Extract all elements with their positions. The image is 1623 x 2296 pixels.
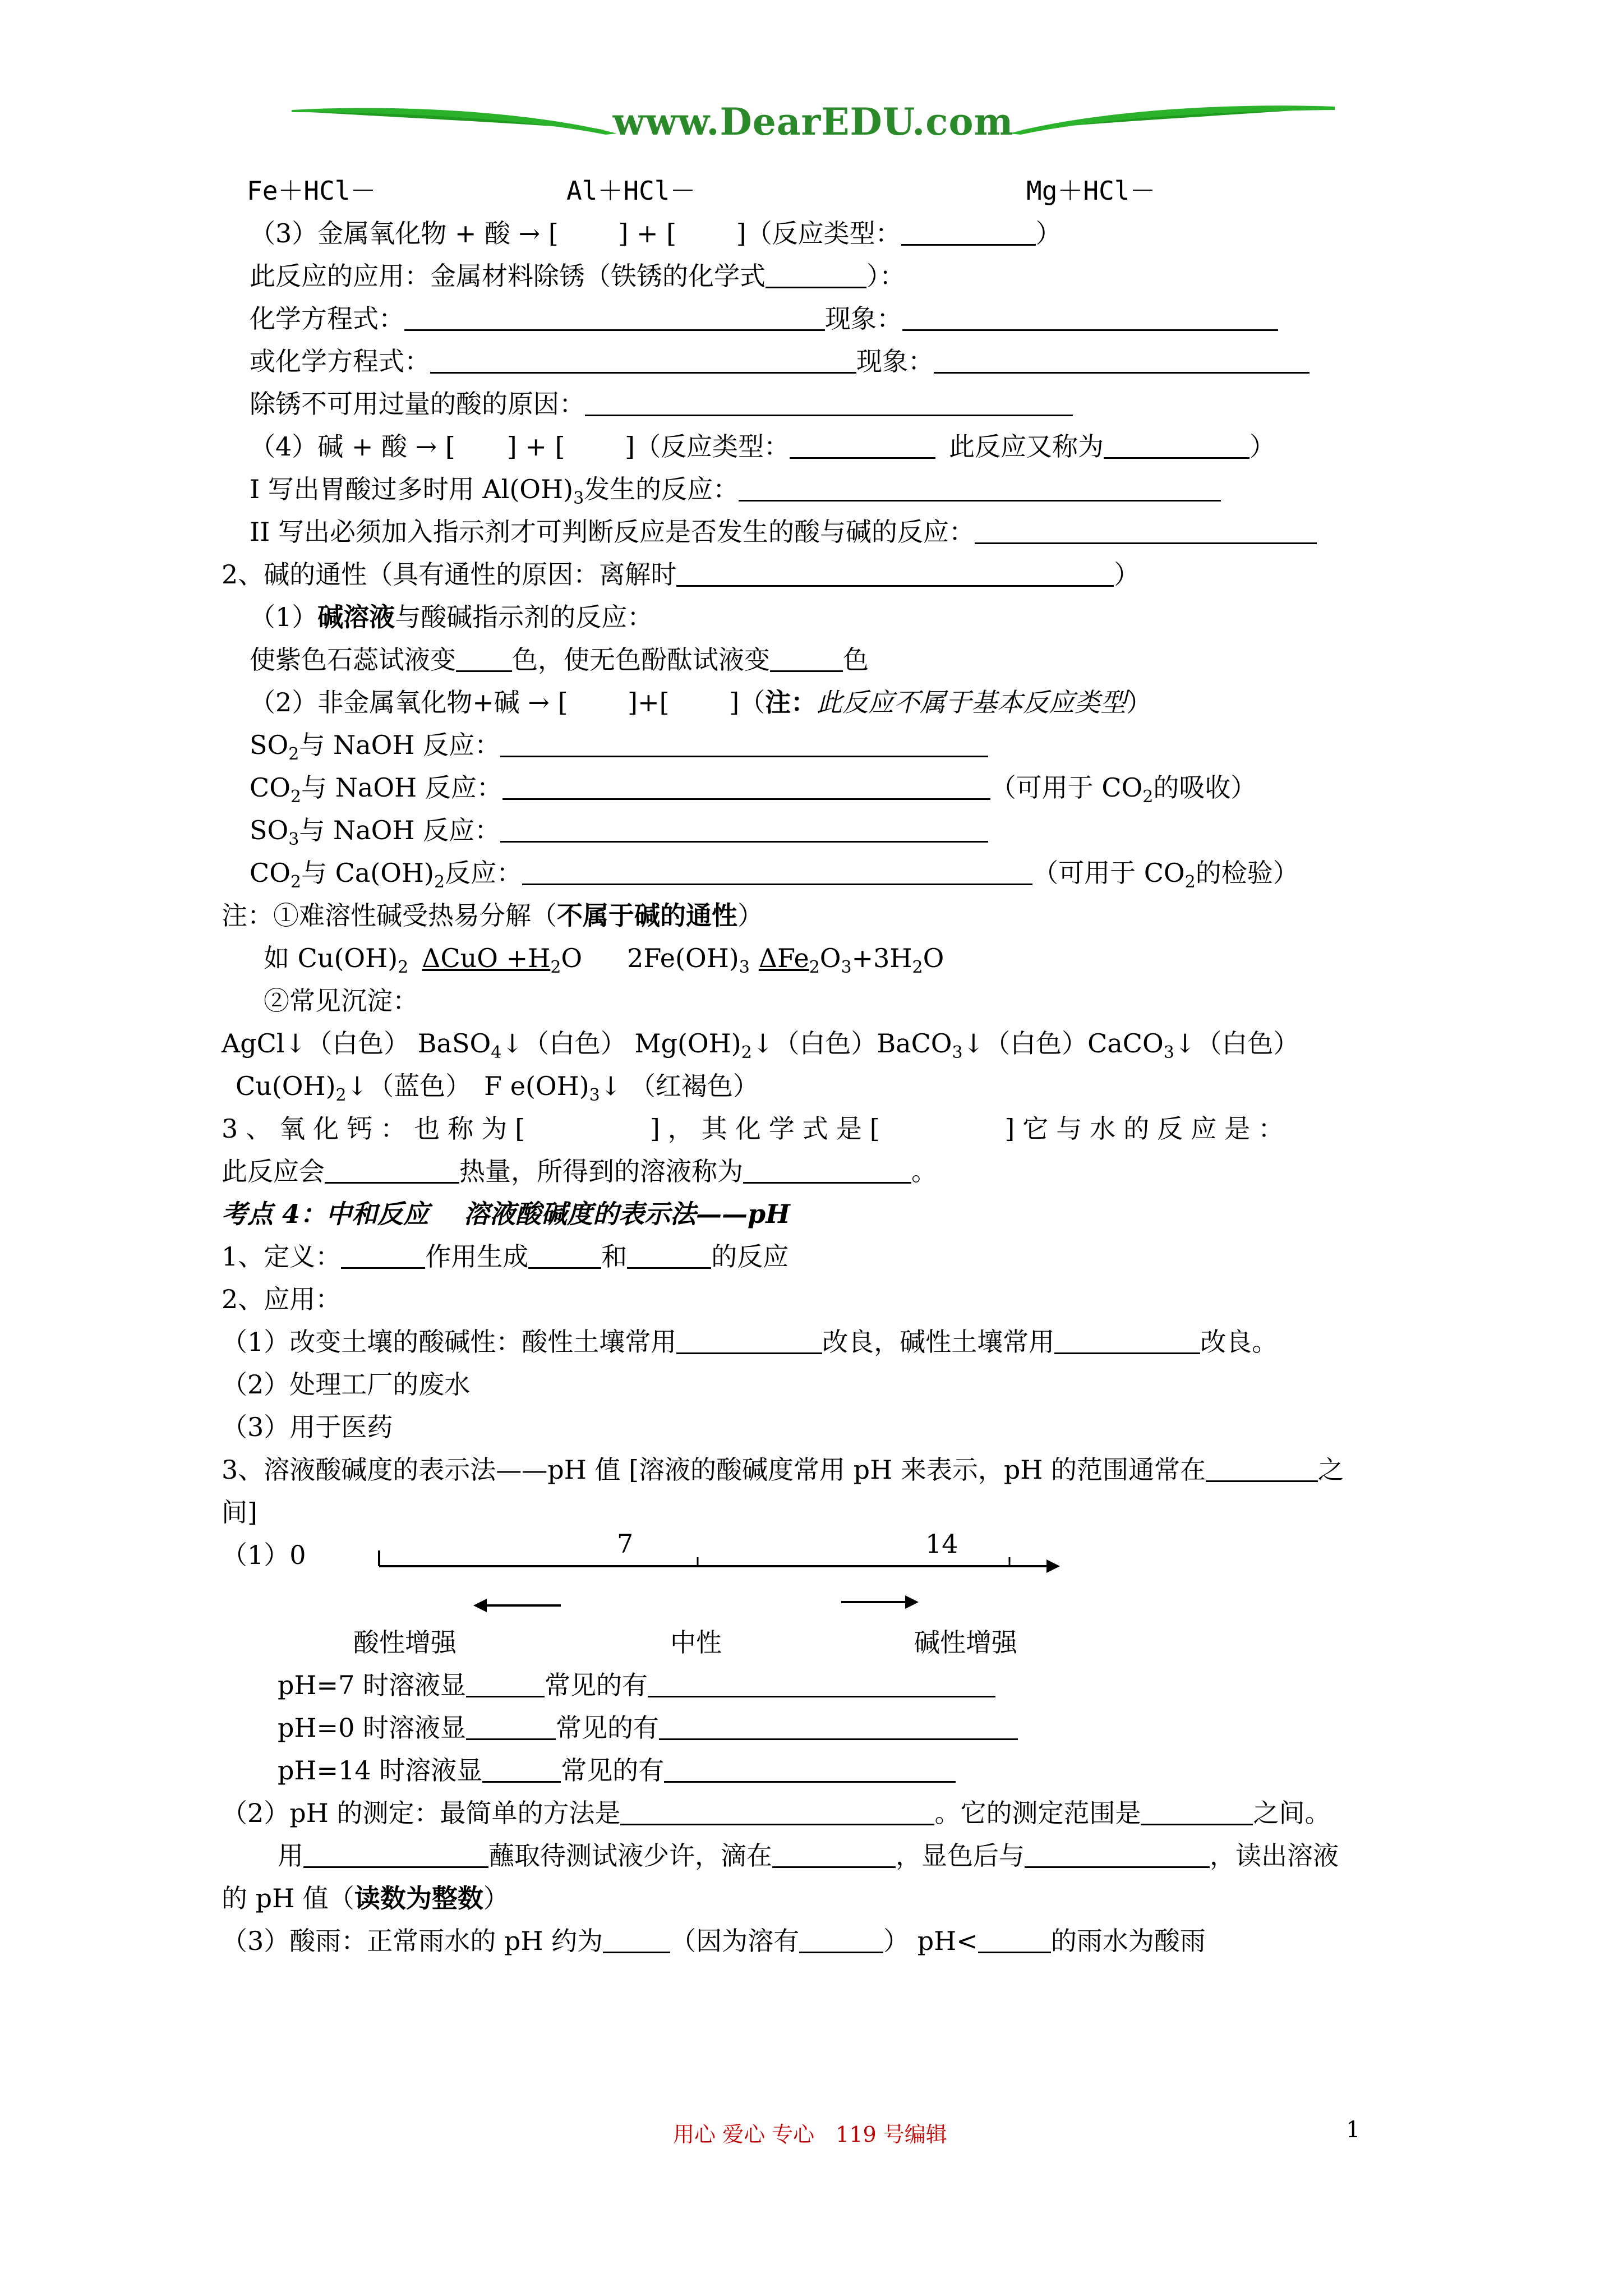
section-title-neutralization: 考点 4：中和反应 溶液酸碱度的表示法——pH [222,1199,790,1229]
blank-ph14-state[interactable] [482,1755,561,1783]
text-ph-procedure: 用 蘸取待测试液少许，滴在 ，显色后与 ，读出溶液 [278,1841,1339,1871]
text-so3-naoh: $SO_3$与 NaOH 反应： [250,813,988,847]
blank-acid-rain-ph[interactable] [978,1926,1051,1953]
blank-acid-soil[interactable] [676,1327,822,1354]
text-ph-measurement: （2）pH 的测定：最简单的方法是 。它的测定范围是 之间。 [222,1798,1331,1828]
blank-tool[interactable] [303,1841,488,1868]
blank-basic-soil[interactable] [1054,1327,1200,1354]
blank-heat[interactable] [325,1156,459,1184]
text-stomach-acid: I 写出胃酸过多时用 $Al(OH)_3$发生的反应： [250,472,1221,506]
text-excess-acid-reason: 除锈不可用过量的酸的原因： [250,387,1073,421]
blank-drop-on[interactable] [772,1841,896,1868]
blank-ph-range[interactable] [1206,1455,1318,1482]
text-co2-caoh2: $CO_2$与 $Ca(OH)_2$反应： （可用于 $CO_2$的检验） [250,858,1299,892]
text-so2-naoh: $SO_2$与 NaOH 反应： [250,728,988,762]
blank-so2-naoh[interactable] [500,730,988,757]
text-nonmetal-oxide-base: （2）非金属氧化物+碱 → [ ]+[ ]（注：此反应不属于基本反应类型） [250,687,1152,717]
scale-label-14: 14 [925,1529,958,1559]
blank-solution-name[interactable] [743,1156,911,1184]
blank-reaction-type-1[interactable] [901,218,1036,246]
site-logo-text: www.DearEDU.com [612,100,1014,144]
blank-def-1[interactable] [341,1241,425,1269]
blank-def-2[interactable] [528,1241,601,1269]
text-ph-definition: 3、溶液酸碱度的表示法——pH 值 [溶液的酸碱度常用 pH 来表示，pH 的范围通常在 之 [222,1455,1344,1485]
blank-reaction-type-2[interactable] [790,431,935,459]
text-colored-precipitates: $Cu(OH)_2↓$（蓝色） F $e(OH)_3↓$ （红褐色） [236,1071,759,1105]
text-al-hcl: Al＋HCl－ [566,176,696,206]
label-acidity-increase: 酸性增强 [353,1627,457,1658]
label-neutral: 中性 [670,1627,722,1658]
blank-equation-1[interactable] [404,303,825,331]
text-litmus-phenolphthalein: 使紫色石蕊试液变 色，使无色酚酞试液变 色 [250,645,869,675]
text-definition: 1、定义： 作用生成 和 的反应 [222,1241,789,1272]
site-header [292,95,1335,157]
blank-rust-formula[interactable] [766,261,866,288]
text-mg-hcl: Mg＋HCl－ [1026,176,1156,206]
scale-label-7: 7 [617,1529,634,1559]
text-scale-zero: （1）0 [222,1540,306,1570]
blank-equation-2[interactable] [430,346,856,374]
text-fe-hcl: Fe＋HCl－ [247,176,376,206]
blank-ph-method[interactable] [620,1798,934,1825]
text-base-acid: （4）碱 + 酸 → [ ] + [ ]（反应类型： 此反应又称为 ） [250,431,1276,462]
page-number: 1 [1346,2117,1361,2143]
blank-ph0-examples[interactable] [659,1713,1018,1740]
text-base-indicator: （1）碱溶液与酸碱指示剂的反应： [250,602,653,632]
ph-scale-axis-icon [376,1531,1071,1627]
text-chem-equation-2: 或化学方程式： 现象： [250,344,1310,378]
text-acid-rain: （3）酸雨：正常雨水的 pH 约为 （因为溶有 ） pH< 的雨水为酸雨 [222,1926,1206,1956]
text-ph-definition-cont: 间] [222,1497,257,1527]
text-chem-equation-1: 化学方程式： 现象： [250,302,1278,335]
text-soil-improvement: （1）改变土壤的酸碱性：酸性土壤常用 改良，碱性土壤常用 改良。 [222,1327,1278,1357]
blank-ph7-examples[interactable] [648,1670,995,1697]
text-base-properties: 2、碱的通性（具有通性的原因：离解时 ） [222,559,1140,590]
blank-compare-with[interactable] [1025,1841,1210,1868]
blank-phenomenon-1[interactable] [902,303,1278,331]
text-heat-release: 此反应会 热量，所得到的溶液称为 。 [222,1156,937,1186]
text-ph14: pH=14 时溶液显 常见的有 [278,1754,956,1787]
text-ph-reading: 的 pH 值（读数为整数） [222,1883,509,1913]
text-decomposition-examples: 如 $Cu(OH)_2$ $\Delta CuO +H_2O$ $2Fe(OH)_3$ $\Delta Fe_2O_3+3H_2O$ [264,943,944,977]
blank-def-3[interactable] [627,1241,711,1269]
blank-litmus-color[interactable] [456,645,512,672]
blank-indicator-reaction[interactable] [975,517,1317,544]
blank-dissociation[interactable] [676,559,1114,587]
text-medicine: （3）用于医药 [222,1412,393,1442]
text-co2-naoh: $CO_2$与 NaOH 反应： （可用于 $CO_2$的吸收） [250,772,1257,807]
text-calcium-oxide: 3、氧化钙：也称为[ ]，其化学式是[ ]它与水的反应是： [222,1114,1292,1144]
blank-co2-naoh[interactable] [502,772,990,800]
blank-reaction-name[interactable] [1104,431,1249,459]
blank-phenolphthalein-color[interactable] [770,645,843,672]
blank-dissolved[interactable] [799,1926,883,1953]
blank-ph14-examples[interactable] [664,1755,956,1783]
footer-editor-note: 用心 爱心 专心 119 号编辑 [673,2122,947,2147]
blank-ph7-state[interactable] [466,1670,545,1697]
text-common-precipitates: ②常见沉淀： [264,986,418,1016]
text-metal-oxide-acid: （3）金属氧化物 + 酸 → [ ] + [ ]（反应类型： ） [250,218,1062,249]
blank-excess-acid-reason[interactable] [585,389,1073,416]
text-ph7: pH=7 时溶液显 常见的有 [278,1668,995,1702]
blank-rain-ph[interactable] [603,1926,670,1953]
text-waste-water: （2）处理工厂的废水 [222,1369,471,1400]
ph-scale [376,1531,1071,1629]
blank-ph0-state[interactable] [466,1713,556,1740]
blank-ph-measure-range[interactable] [1141,1798,1253,1825]
text-rust-removal: 此反应的应用：金属材料除锈（铁锈的化学式 ）： [250,261,905,291]
text-application-heading: 2、应用： [222,1284,342,1314]
blank-co2-caoh2[interactable] [522,858,1032,885]
text-indicator-reaction: II 写出必须加入指示剂才可判断反应是否发生的酸与碱的反应： [250,515,1317,549]
text-white-precipitates: AgCl↓（白色） BaSO$_4$↓（白色） $Mg(OH)_2↓$（白色）BaCO$_3$↓（白色）CaCO$_3$↓（白色） [222,1028,1299,1062]
text-insoluble-base-note: 注：①难溶性碱受热易分解（不属于碱的通性） [222,900,763,931]
blank-phenomenon-2[interactable] [934,346,1310,374]
text-ph0: pH=0 时溶液显 常见的有 [278,1711,1018,1745]
label-basicity-increase: 碱性增强 [914,1627,1017,1658]
blank-so3-naoh[interactable] [500,815,988,843]
blank-stomach-acid-reaction[interactable] [739,474,1221,501]
